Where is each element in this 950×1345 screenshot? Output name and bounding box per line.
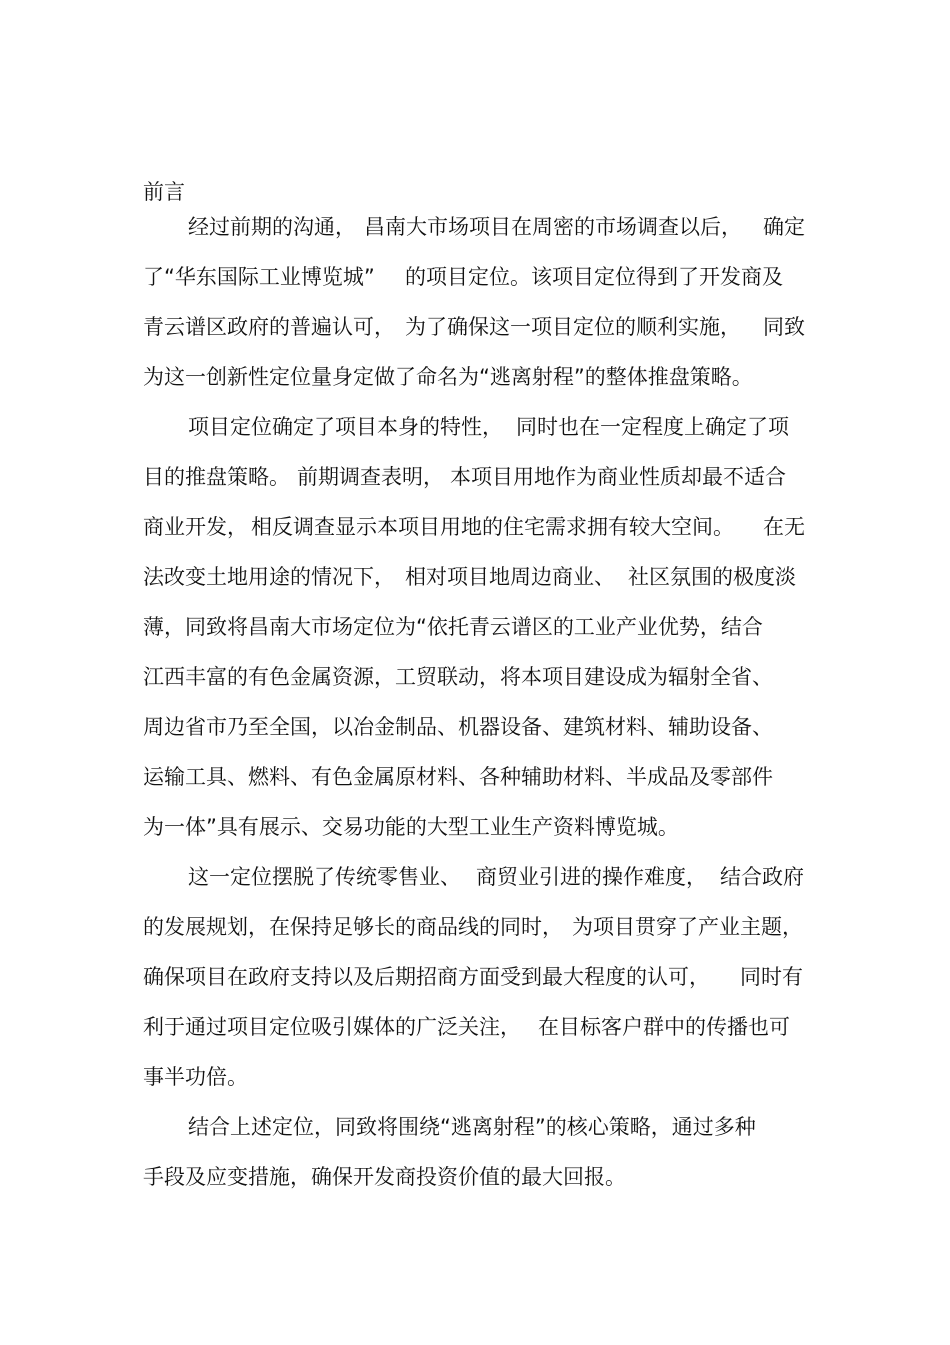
text-segment: 为这一创新性定位量身定做了命名为“逃离射程”的整体推盘策略。 [143,365,753,389]
text-segment: 薄，同致将昌南大市场定位为“依托青云谱区的工业产业优势，结合 [143,615,763,639]
text-segment: 为一体”具有展示、交易功能的大型工业生产资料博览城。 [143,815,679,839]
text-segment: 相对项目地周边商业、 [405,565,615,589]
text-segment: 经过前期的沟通， [188,215,356,239]
text-segment: 前期调查表明， [297,465,444,489]
text-segment: 这一定位摆脱了传统零售业、 [188,865,461,889]
text-segment: 社区氛围的极度淡 [628,565,796,589]
text-segment: 结合政府 [720,865,804,889]
text-segment: 周边省市乃至全国，以冶金制品、机器设备、建筑材料、辅助设备、 [143,715,773,739]
text-segment: 商贸业引进的操作难度， [476,865,707,889]
text-segment: 确保项目在政府支持以及后期招商方面受到最大程度的认可， [143,965,710,989]
text-segment: 目的推盘策略。 [143,465,290,489]
text-segment: 在无 [763,515,805,539]
text-segment: 相反调查显示本项目用地的住宅需求拥有较大空间。 [251,515,734,539]
text-segment: 法改变土地用途的情况下， [143,565,395,589]
text-segment: 本项目用地作为商业性质却最不适合 [450,465,786,489]
text-segment: 商业开发， [143,515,248,539]
text-segment: 为项目贯穿了产业主题， [572,915,803,939]
text-segment: 项目定位确定了项目本身的特性， [188,415,503,439]
text-segment: 同时也在一定程度上确定了项 [516,415,789,439]
text-segment: 了“华东国际工业博览城” [143,265,375,289]
text-segment: 利于通过项目定位吸引媒体的广泛关注， [143,1015,521,1039]
text-segment: 手段及应变措施，确保开发商投资价值的最大回报。 [143,1165,626,1189]
text-segment: 在目标客户群中的传播也可 [538,1015,790,1039]
text-segment: 江西丰富的有色金属资源，工贸联动，将本项目建设成为辐射全省、 [143,665,773,689]
text-segment: 昌南大市场项目在周密的市场调查以后， [364,215,742,239]
document-heading: 前言 [143,180,185,204]
text-segment: 结合上述定位，同致将围绕“逃离射程”的核心策略，通过多种 [188,1115,756,1139]
text-segment: 同时有 [740,965,803,989]
text-segment: 青云谱区政府的普遍认可， [143,315,395,339]
text-segment: 运输工具、燃料、有色金属原材料、各种辅助材料、半成品及零部件 [143,765,773,789]
text-segment: 为了确保这一项目定位的顺利实施， [405,315,741,339]
text-segment: 的发展规划，在保持足够长的商品线的同时， [143,915,563,939]
text-segment: 事半功倍。 [143,1065,248,1089]
text-segment: 的项目定位。该项目定位得到了开发商及 [405,265,783,289]
text-segment: 同致 [763,315,805,339]
text-segment: 确定 [763,215,805,239]
